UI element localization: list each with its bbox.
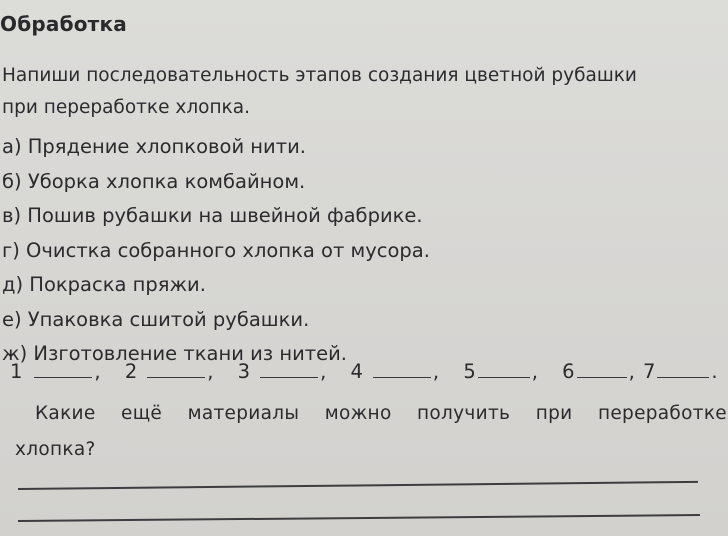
- order-blank-3[interactable]: [260, 377, 318, 379]
- order-slot-7: 7 .: [642, 360, 718, 383]
- order-number-1: 1: [10, 360, 23, 383]
- order-slot-6: 6 ,: [562, 360, 635, 383]
- step-d: д) Покраска пряжи.: [2, 273, 206, 296]
- step-v: в) Пошив рубашки на швейной фабрике.: [2, 204, 423, 227]
- order-blank-2[interactable]: [147, 377, 205, 379]
- order-number-6: 6: [562, 360, 575, 383]
- order-number-3: 3: [237, 360, 251, 383]
- step-e: е) Упаковка сшитой рубашки.: [2, 307, 310, 331]
- instruction-line-1: Напиши последовательность этапов создания цветной рубашки: [2, 65, 637, 86]
- step-b: б) Уборка хлопка комбайном.: [2, 169, 306, 193]
- order-blank-4[interactable]: [373, 377, 431, 379]
- order-slot-5: 5 ,: [463, 360, 538, 383]
- order-blank-5[interactable]: [478, 377, 530, 379]
- order-blank-1[interactable]: [34, 377, 92, 379]
- order-slot-3: 3 ,: [237, 360, 327, 383]
- question-line-2: хлопка?: [15, 439, 96, 460]
- answer-line-2[interactable]: [18, 514, 700, 521]
- order-blank-7[interactable]: [657, 377, 709, 379]
- order-answer-row: [10, 360, 718, 383]
- order-number-7: 7: [642, 360, 656, 383]
- order-number-4: 4: [350, 360, 363, 383]
- order-blank-6[interactable]: [577, 377, 627, 379]
- answer-line-1[interactable]: [18, 481, 698, 490]
- task-instruction: [2, 60, 726, 124]
- order-slot-4: 4 ,: [350, 360, 440, 383]
- steps-list: [2, 130, 430, 372]
- question-line-1: Какие ещё материалы можно получить при переработке: [35, 403, 727, 424]
- instruction-line-2: при переработке хлопка.: [2, 97, 250, 118]
- order-slot-2: 2 ,: [124, 360, 214, 383]
- section-title: Обработка: [0, 12, 127, 36]
- step-zh: ж) Изготовление ткани из нитей.: [2, 342, 347, 365]
- step-a: а) Прядение хлопковой нити.: [2, 135, 306, 158]
- step-g: г) Очистка собранного хлопка от мусора.: [2, 238, 430, 262]
- order-number-2: 2: [124, 360, 138, 383]
- order-number-5: 5: [463, 360, 476, 383]
- order-slot-1: 1 ,: [10, 360, 101, 383]
- follow-up-question: [15, 396, 727, 468]
